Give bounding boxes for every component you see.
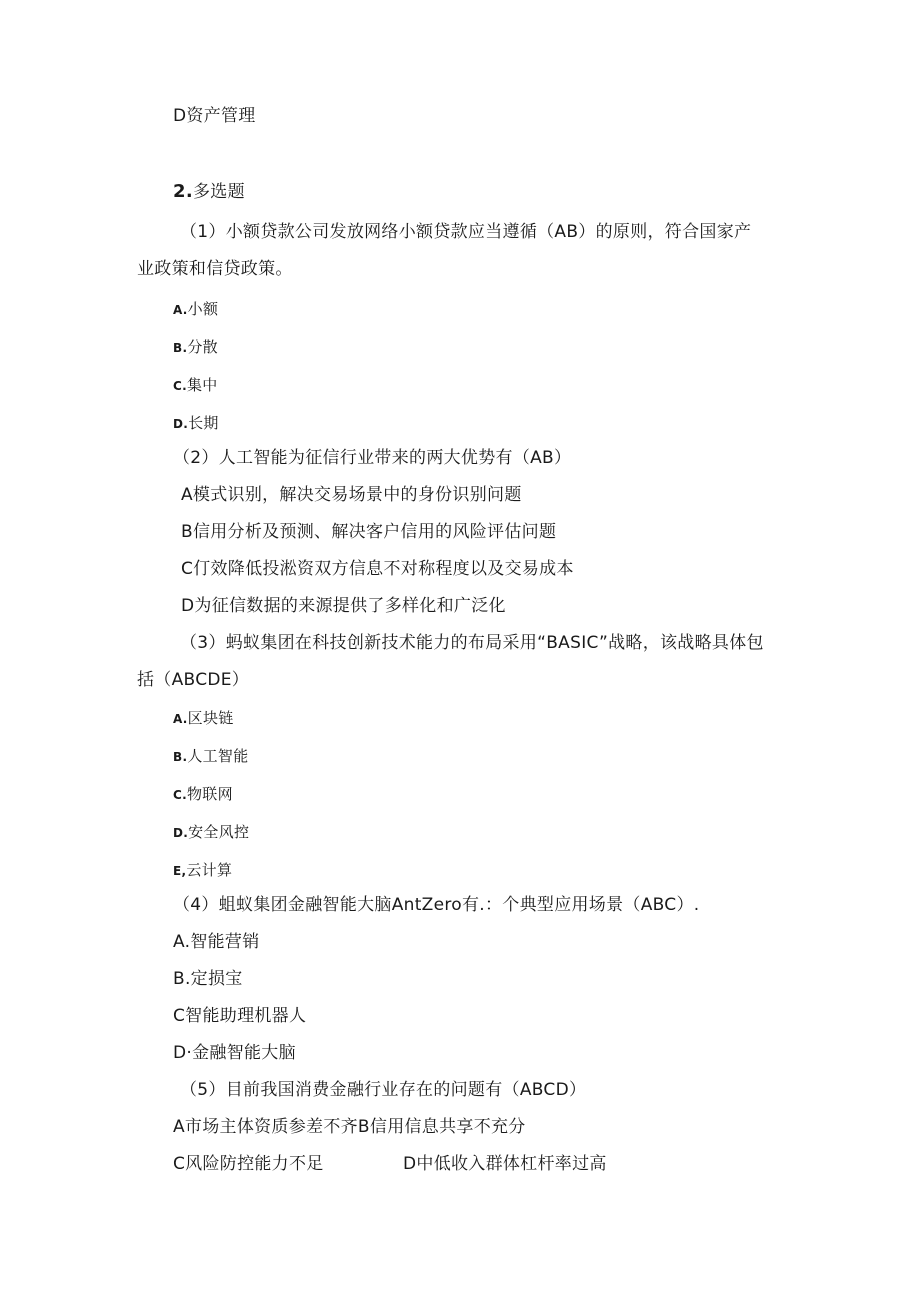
q1-option-b <box>173 336 218 359</box>
option-text: 区块链 <box>187 709 234 727</box>
option-text: 安全风控 <box>188 823 250 841</box>
q1-option-c <box>173 374 218 397</box>
option-text: 物联网 <box>186 785 233 803</box>
option-letter: D. <box>173 826 189 840</box>
q3-option-d <box>173 821 249 844</box>
option-letter: C. <box>173 788 187 802</box>
section-number: 2. <box>173 181 193 202</box>
option-letter: C. <box>173 379 187 393</box>
q4-option-a: A.智能营销 <box>173 932 260 952</box>
section-heading <box>173 181 245 203</box>
option-letter: E, <box>173 864 187 878</box>
option-text: 人工智能 <box>187 747 249 765</box>
question-1: （1）小额贷款公司发放网络小额贷款应当遵循（AB）的原则，符合国家产 <box>180 222 752 242</box>
question-5: （5）目前我国消费金融行业存在的问题有（ABCD） <box>180 1080 587 1100</box>
q3-option-b <box>173 745 249 768</box>
q2-option-d: D为征信数据的来源提供了多样化和广泛化 <box>181 596 506 616</box>
q1-option-a <box>173 298 218 321</box>
option-text: 云计算 <box>186 861 233 879</box>
q5-options-ab: A市场主体资质参差不齐B信用信息共享不充分 <box>173 1117 526 1137</box>
q2-option-b: B信用分析及预测、解决客户信用的风险评估问题 <box>181 522 557 542</box>
question-3-continued: 括（ABCDE） <box>137 670 250 690</box>
question-4: （4）蛆蚁集团金融智能大脑AntZero有.：个典型应用场景（ABC）. <box>173 895 700 915</box>
question-3: （3）蚂蚁集团在科技创新技术能力的布局采用“BASIC”战略，该战略具体包 <box>180 633 764 653</box>
q5-option-c: C风险防控能力不足 <box>173 1154 324 1174</box>
q1-option-d <box>173 412 219 435</box>
q4-option-b: B.定损宝 <box>173 969 243 989</box>
q3-option-a <box>173 707 234 730</box>
question-1-continued: 业政策和信贷政策。 <box>137 259 293 279</box>
q5-option-d: D中低收入群体杠杆率过高 <box>403 1154 607 1174</box>
question-2: （2）人工智能为征信行业带来的两大优势有（AB） <box>173 448 572 468</box>
section-title: 多选题 <box>192 182 245 202</box>
q4-option-d: D·金融智能大脑 <box>173 1043 296 1063</box>
option-text: 分散 <box>187 338 218 356</box>
q2-option-a: A模式识别，解决交易场景中的身份识别问题 <box>181 485 522 505</box>
q3-option-c <box>173 783 233 806</box>
option-text: 小额 <box>187 300 219 318</box>
option-letter: A. <box>173 303 188 317</box>
q2-option-c: C仃效降低投淞资双方信息不对称程度以及交易成本 <box>181 559 574 579</box>
q4-option-c: C智能助理机器人 <box>173 1006 307 1026</box>
option-letter: D. <box>173 417 189 431</box>
option-letter: B. <box>173 750 188 764</box>
option-letter: A. <box>173 712 188 726</box>
option-text: 长期 <box>188 414 219 432</box>
q3-option-e <box>173 859 232 882</box>
option-letter: B. <box>173 341 188 355</box>
option-text: 集中 <box>186 376 218 394</box>
answer-option-d: D资产管理 <box>173 106 256 126</box>
